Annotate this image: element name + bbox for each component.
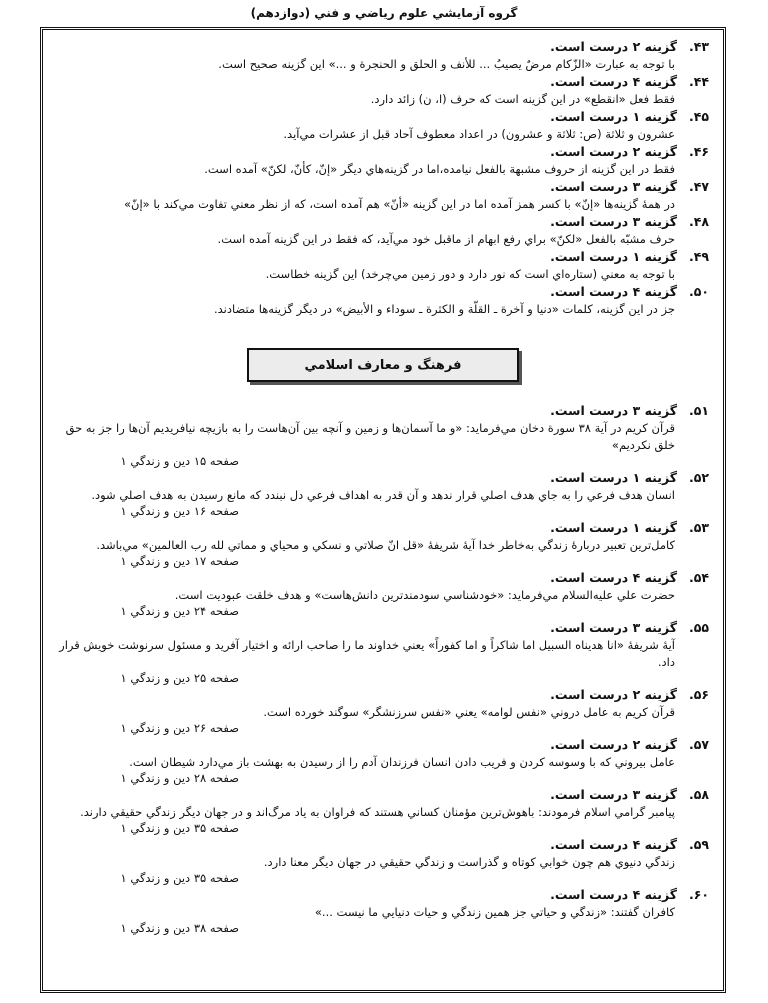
- page-reference: صفحه ۳۵ دين و زندگي ۱: [120, 871, 239, 885]
- page-reference: صفحه ۲۸ دين و زندگي ۱: [120, 771, 239, 785]
- answer-option: گزينه ۱ درست است.: [550, 470, 677, 485]
- question-number: ۵۰.: [688, 284, 709, 299]
- answer-option: گزينه ۲ درست است.: [550, 144, 677, 159]
- answer-item: [57, 73, 709, 108]
- question-number: ۵۸.: [688, 787, 709, 802]
- question-number: ۴۶.: [688, 144, 709, 159]
- answer-option: گزينه ۱ درست است.: [550, 249, 677, 264]
- page-header: گروه آزمايشي علوم رياضي و فني (دوازدهم): [250, 6, 518, 20]
- question-number: ۴۵.: [688, 109, 709, 124]
- page-reference: صفحه ۲۶ دين و زندگي ۱: [120, 721, 239, 735]
- answer-item: [57, 836, 709, 886]
- answer-item: [57, 569, 709, 619]
- page-reference: صفحه ۱۵ دين و زندگي ۱: [120, 454, 239, 468]
- explanation: پيامبر گرامي اسلام فرمودند: باهوش‌ترين مؤمنان كساني هستند كه فراوان به ياد مرگ‌اند و در جهان ديگر زندگي حقيقي دارند.: [80, 805, 675, 819]
- question-number: ۵۴.: [688, 570, 709, 585]
- answer-option: گزينه ۳ درست است.: [550, 620, 677, 635]
- answer-item: [57, 619, 709, 686]
- answer-option: گزينه ۴ درست است.: [550, 74, 677, 89]
- question-number: ۵۵.: [688, 620, 709, 635]
- content-frame: [40, 27, 726, 993]
- answer-item: [57, 886, 709, 936]
- answer-item: [57, 402, 709, 469]
- answer-item: [57, 108, 709, 143]
- explanation: حضرت علي عليه‌السلام مي‌فرمايد: «خودشناسي سودمندترين دانش‌هاست» و هدف خلقت عبوديت است.: [174, 588, 675, 602]
- explanation: كامل‌ترين تعبير دربارهٔ زندگي به‌خاطر خدا آيهٔ شريفهٔ «قل انّ صلاتي و نسكي و محياي و مماتي لله رب العالمين» مي‌باشد.: [96, 538, 675, 552]
- answer-item: [57, 283, 709, 318]
- answer-item: [57, 143, 709, 178]
- answer-item: [57, 213, 709, 248]
- answer-option: گزينه ۳ درست است.: [550, 179, 677, 194]
- answer-item: [57, 38, 709, 73]
- question-number: ۵۲.: [688, 470, 709, 485]
- question-number: ۴۸.: [688, 214, 709, 229]
- answer-option: گزينه ۴ درست است.: [550, 837, 677, 852]
- question-number: ۵۶.: [688, 687, 709, 702]
- page-reference: صفحه ۳۵ دين و زندگي ۱: [120, 821, 239, 835]
- explanation: آيهٔ شريفهٔ «انا هديناه السبيل اما شاكراً و اما كفوراً» يعني خداوند ما را صاحب ارائه و اختيار آفريد و مسئول سرنوشت خويش قرار داد.: [59, 638, 675, 669]
- explanation: زندگي دنيوي هم چون خوابي كوتاه و گذراست و زندگي حقيقي در جهان ديگر معنا دارد.: [263, 855, 675, 869]
- page-reference: صفحه ۳۸ دين و زندگي ۱: [120, 921, 239, 935]
- explanation: عشرون و ثلاثة (ص: ثلاثة و عشرون) در اعداد معطوف آحاد قبل از عشرات مي‌آيد.: [283, 127, 675, 141]
- page-reference: صفحه ۲۵ دين و زندگي ۱: [120, 671, 239, 685]
- explanation: جز در اين گزينه، كلمات «دنيا و آخرة ـ القلّة و الكثرة ـ سوداء و الأبيض» در ديگر گزينه‌ها متضادند.: [213, 302, 675, 316]
- explanation: قرآن كريم به عامل دروني «نفس لوامه» يعني «نفس سرزنشگر» سوگند خورده است.: [263, 705, 675, 719]
- explanation: كافران گفتند: «زندگي و حياتي جز همين زندگي و حيات دنيايي ما نيست ...»: [314, 905, 675, 919]
- question-number: ۶۰.: [688, 887, 709, 902]
- answer-item: [57, 248, 709, 283]
- answer-item: [57, 786, 709, 836]
- answer-option: گزينه ۳ درست است.: [550, 787, 677, 802]
- religion-answers: [57, 402, 709, 936]
- answer-option: گزينه ۱ درست است.: [550, 520, 677, 535]
- question-number: ۴۴.: [688, 74, 709, 89]
- question-number: ۵۷.: [688, 737, 709, 752]
- question-number: ۵۱.: [688, 403, 709, 418]
- page-reference: صفحه ۲۴ دين و زندگي ۱: [120, 604, 239, 618]
- answer-item: [57, 736, 709, 786]
- explanation: انسان هدف فرعي را به جاي هدف اصلي قرار ندهد و آن قدر به اهداف فرعي دل نبندد كه مانع رسيدن به هدف اصلي شود.: [91, 488, 675, 502]
- answer-option: گزينه ۴ درست است.: [550, 284, 677, 299]
- explanation: در همهٔ گزينه‌ها «إنّ» با كسر همز آمده اما در اين گزينه «أنّ» هم آمده است، كه از نظر معني تفاوت مي‌كند با «إنّ»: [123, 197, 675, 211]
- explanation: قرآن كريم در آية ۳۸ سورة دخان مي‌فرمايد: «و ما آسمان‌ها و زمين و آنچه بين آن‌هاست را به بازيچه نيافريديم آن‌ها را جز به حق خلق نكرديم»: [65, 421, 675, 452]
- content-area: [57, 38, 709, 990]
- explanation: با توجه به معني (ستاره‌اي است كه نور دارد و دور زمين مي‌چرخد) اين گزينه خطاست.: [265, 267, 675, 281]
- answer-option: گزينه ۲ درست است.: [550, 687, 677, 702]
- arabic-answers: [57, 38, 709, 318]
- question-number: ۴۹.: [688, 249, 709, 264]
- page-reference: صفحه ۱۶ دين و زندگي ۱: [120, 504, 239, 518]
- question-number: ۴۳.: [688, 39, 709, 54]
- answer-option: گزينه ۳ درست است.: [550, 214, 677, 229]
- section-title: فرهنگ و معارف اسلامي: [247, 348, 519, 382]
- answer-option: گزينه ۲ درست است.: [550, 39, 677, 54]
- explanation: با توجه به عبارت «الزّكام مرضٌ يصيبُ ... للأنف و الحلق و الحنجرة و ...» اين گزينه صحيح است.: [218, 57, 675, 71]
- answer-item: [57, 686, 709, 736]
- answer-option: گزينه ۲ درست است.: [550, 737, 677, 752]
- answer-item: [57, 469, 709, 519]
- explanation: فقط فعل «انقطع» در اين گزينه است كه حرف (ا، ن) زائد دارد.: [370, 92, 675, 106]
- explanation: فقط در اين گزينه از حروف مشبهة بالفعل نيامده،اما در گزينه‌هاي ديگر «إنّ، كأنّ، لكنّ» آمده است.: [204, 162, 675, 176]
- answer-option: گزينه ۳ درست است.: [550, 403, 677, 418]
- question-number: ۵۹.: [688, 837, 709, 852]
- answer-option: گزينه ۴ درست است.: [550, 887, 677, 902]
- question-number: ۴۷.: [688, 179, 709, 194]
- page-reference: صفحه ۱۷ دين و زندگي ۱: [120, 554, 239, 568]
- question-number: ۵۳.: [688, 520, 709, 535]
- answer-item: [57, 178, 709, 213]
- answer-option: گزينه ۴ درست است.: [550, 570, 677, 585]
- explanation: عامل بيروني كه با وسوسه كردن و فريب دادن انسان فرزندان آدم را از رسيدن به بهشت باز مي‌دارد شيطان است.: [129, 755, 675, 769]
- answer-option: گزينه ۱ درست است.: [550, 109, 677, 124]
- answer-item: [57, 519, 709, 569]
- explanation: حرف مشبّه بالفعل «لكنّ» براي رفع ابهام از ماقبل خود مي‌آيد، كه فقط در اين گزينه آمده است.: [217, 232, 675, 246]
